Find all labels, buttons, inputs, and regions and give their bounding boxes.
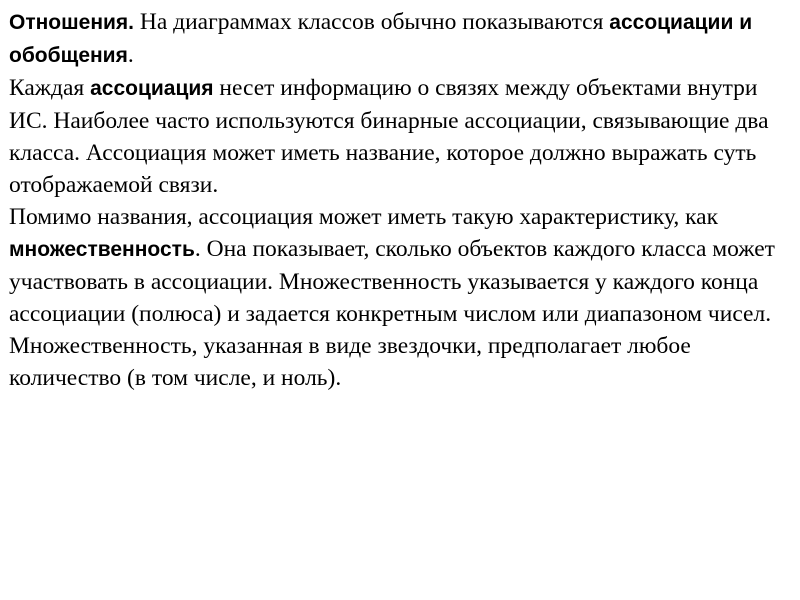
paragraph-relations <box>9 6 790 72</box>
term-associations-generalizations: ассоциации и обобщения <box>9 11 753 67</box>
paragraph-lead: Каждая <box>9 75 91 101</box>
paragraph-text: несет информацию о связях между объектами внутри ИС. Наиболее часто используются бинарные ассоциации, связывающие два класса. Ассоциация может иметь название, которое должно выражать суть отображаемой связи. <box>9 75 769 198</box>
paragraph-text: . Она показывает, сколько объектов каждого класса может участвовать в ассоциации. Множественность указывается у каждого конца ассоциации (полюса) и задается конкретным числом или диапазоном чисел. Множественность, указанная в виде звездочки, предполагает любое количество (в том числе, и ноль). <box>9 236 775 391</box>
term-association: ассоциация <box>90 77 214 100</box>
paragraph-lead: Помимо названия, ассоциация может иметь такую характеристику, как <box>9 204 719 230</box>
term-multiplicity: множественность <box>9 238 195 261</box>
term-relations: Отношения. <box>9 11 134 34</box>
paragraph-text: На диаграммах классов обычно показываются <box>134 9 610 35</box>
paragraph-text-end: . <box>127 42 134 68</box>
paragraph-multiplicity <box>9 201 790 394</box>
paragraph-association <box>9 72 790 201</box>
